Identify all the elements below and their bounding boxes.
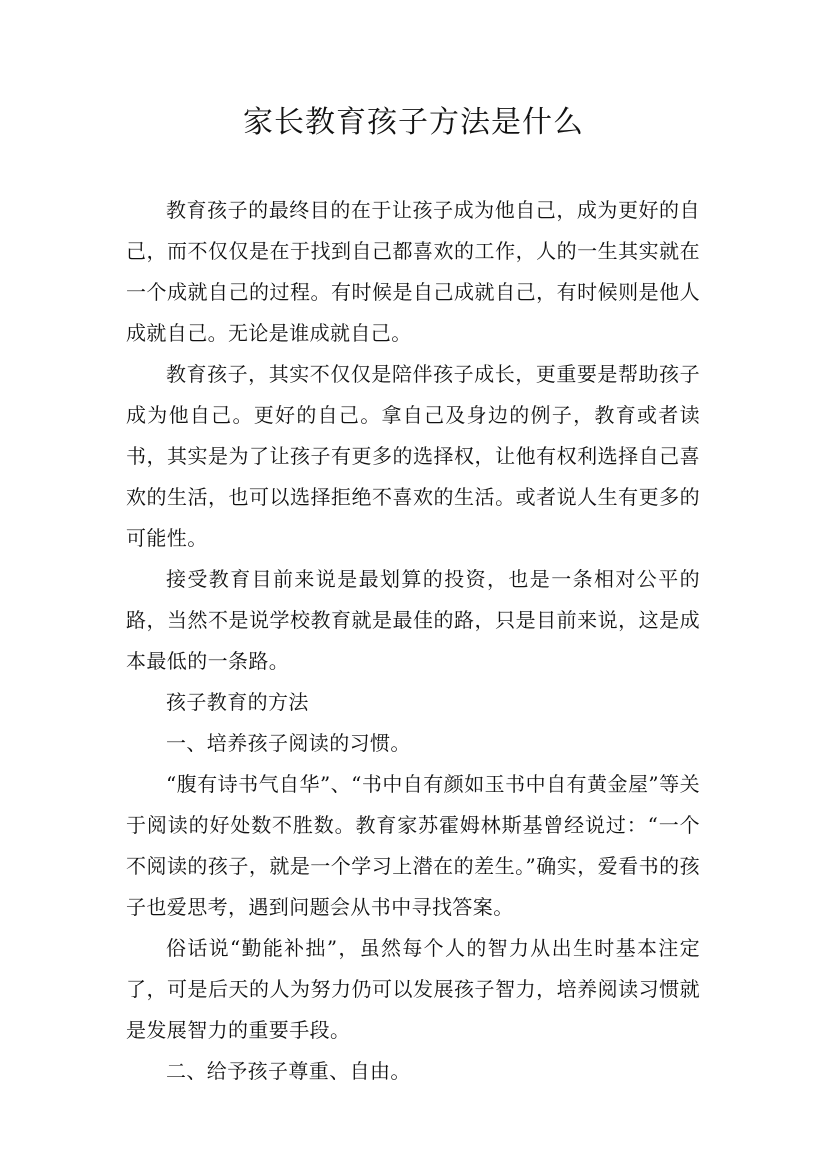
- section-heading: 孩子教育的方法: [166, 690, 309, 714]
- page-title: 家长教育孩子方法是什么: [243, 105, 584, 140]
- section-heading: 一、培养孩子阅读的习惯。: [166, 731, 411, 755]
- section-heading: 二、给予孩子尊重、自由。: [166, 1059, 411, 1083]
- paragraph: 俗话说“勤能补拙”，虽然每个人的智力从出生时基本注定了，可是后天的人为努力仍可以发展孩子智力，培养阅读习惯就是发展智力的重要手段。: [126, 936, 700, 1042]
- paragraph: 教育孩子，其实不仅仅是陪伴孩子成长，更重要是帮助孩子成为他自己。更好的自己。拿自己及身边的例子，教育或者读书，其实是为了让孩子有更多的选择权，让他有权利选择自己喜欢的生活，也可以选择拒绝不喜欢的生活。或者说人生有更多的可能性。: [126, 362, 700, 550]
- paragraph: 教育孩子的最终目的在于让孩子成为他自己，成为更好的自己，而不仅仅是在于找到自己都喜欢的工作，人的一生其实就在一个成就自己的过程。有时候是自己成就自己，有时候则是他人成就自己。无论是谁成就自己。: [126, 198, 700, 345]
- paragraph: 接受教育目前来说是最划算的投资，也是一条相对公平的路，当然不是说学校教育就是最佳的路，只是目前来说，这是成本最低的一条路。: [126, 567, 700, 673]
- document-body: [126, 190, 700, 1092]
- paragraph: “腹有诗书气自华”、“书中自有颜如玉书中自有黄金屋”等关于阅读的好处数不胜数。教育家苏霍姆林斯基曾经说过：“一个不阅读的孩子，就是一个学习上潜在的差生。”确实，爱看书的孩子也爱思考，遇到问题会从书中寻找答案。: [126, 772, 700, 919]
